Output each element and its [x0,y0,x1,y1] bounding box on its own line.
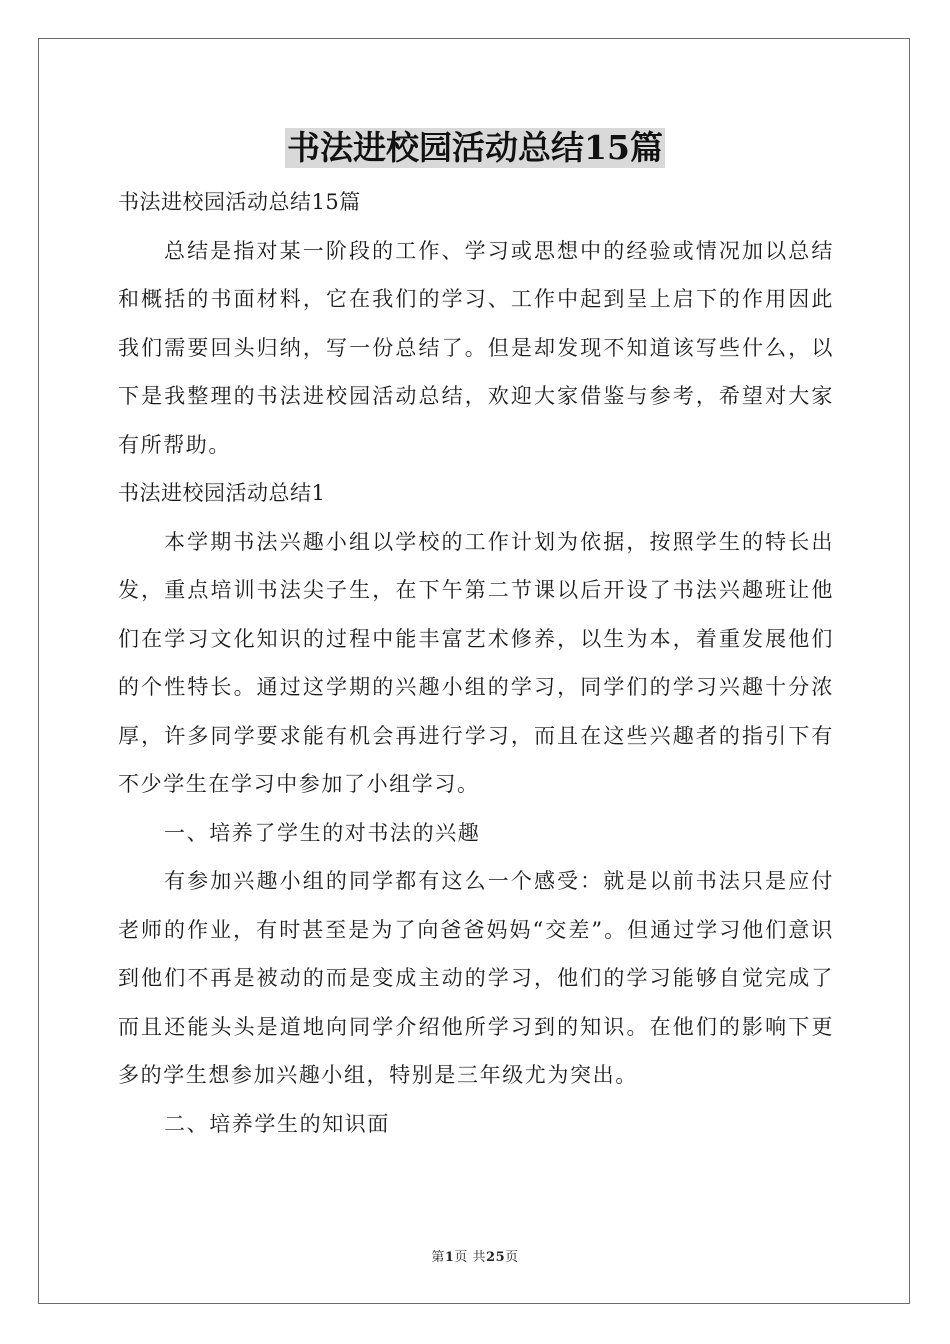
point-1-paragraph: 有参加兴趣小组的同学都有这么一个感受：就是以前书法只是应付老师的作业，有时甚至是为了向爸爸妈妈“交差”。但通过学习他们意识到他们不再是被动的而是变成主动的学习，他们的学习能够自觉完成了而且还能头头是道地向同学介绍他所学习到的知识。在他们的影响下更多的学生想参加兴趣小组，特别是三年级尤为突出。 [118,869,834,1087]
title-container [0,128,950,168]
page-prefix: 第 [431,1250,445,1265]
page-suffix: 页 [505,1250,519,1265]
section-1-title: 书法进校园活动总结1 [118,481,326,505]
document-title: 书法进校园活动总结15篇 [287,128,663,167]
page-footer [0,1246,950,1265]
intro-paragraph: 总结是指对某一阶段的工作、学习或思想中的经验或情况加以总结和概括的书面材料，它在我们的学习、工作中起到呈上启下的作用因此我们需要回头归纳，写一份总结了。但是却发现不知道该写些什么，以下是我整理的书法进校园活动总结，欢迎大家借鉴与参考，希望对大家有所帮助。 [118,238,834,457]
document-subtitle: 书法进校园活动总结15篇 [118,190,361,214]
page-mid: 页 共 [454,1250,487,1265]
point-2-heading: 二、培养学生的知识面 [164,1111,390,1136]
section-1-paragraph: 本学期书法兴趣小组以学校的工作计划为依据，按照学生的特长出发，重点培训书法尖子生，在下午第二节课以后开设了书法兴趣班让他们在学习文化知识的过程中能丰富艺术修养，以生为本，着重发展他们的个性特长。通过这学期的兴趣小组的学习，同学们的学习兴趣十分浓厚，许多同学要求能有机会再进行学习，而且在这些兴趣者的指引下有不少学生在学习中参加了小组学习。 [118,529,834,796]
page-current: 1 [444,1250,455,1265]
page-total: 25 [486,1250,506,1265]
point-1-heading: 一、培养了学生的对书法的兴趣 [164,820,481,845]
document-body [118,178,834,1148]
